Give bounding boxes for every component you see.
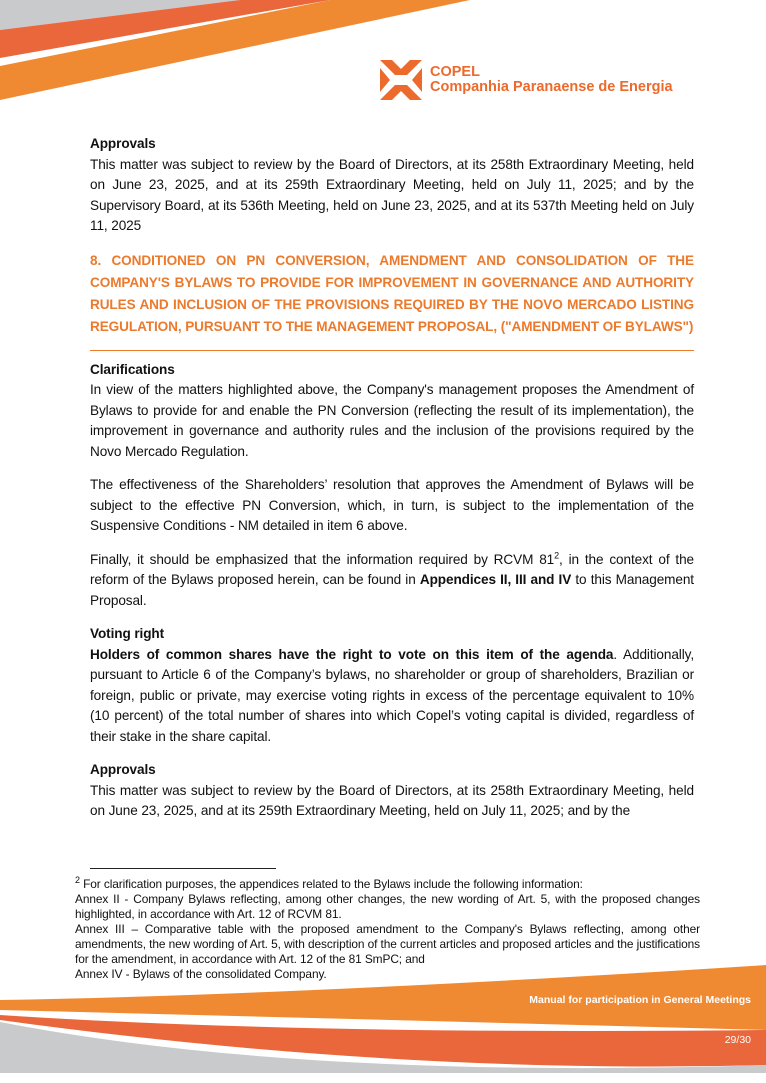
appendices-ref: Appendices II, III and IV xyxy=(419,572,572,587)
section-8-heading: 8. CONDITIONED ON PN CONVERSION, AMENDMENT AND CONSOLIDATION OF THE COMPANY'S BYLAWS TO PROVIDE FOR IMPROVEMENT IN GOVERNANCE AND AUTHORITY RULES AND INCLUSION OF THE PROVISIONS REQUIRED BY THE NOVO MERCADO LISTING REGULATION, PURSUANT TO THE MANAGEMENT PROPOSAL, ("AMENDMENT OF BYLAWS") xyxy=(90,252,694,334)
page-number: 29/30 xyxy=(724,1034,751,1046)
voting-text xyxy=(90,645,694,748)
clarifications-p1: In view of the matters highlighted above, the Company's management proposes the Amendment of Bylaws to provide for and enable the PN Conversion (reflecting the result of its implementation), the improvement in governance and authority rules and the inclusion of the provisions required by the Novo Mercado Regulation. xyxy=(90,382,694,459)
clarifications-title: Clarifications xyxy=(90,361,175,377)
copel-logo xyxy=(380,60,673,100)
voting-rest: . Additionally, pursuant to Article 6 of the Company’s bylaws, no shareholder or group of shareholders, Brazilian or foreign, public or private, may exercise voting rights in excess of the percentage equivalent to 10% (10 percent) of the total number of shares into which Copel’s voting capital is divided, regardless of their stake in the share capital. xyxy=(90,646,695,744)
company-short-name: COPEL xyxy=(430,64,480,80)
approvals2-title: Approvals xyxy=(90,762,156,777)
copel-logo-icon xyxy=(380,60,422,100)
approvals-title: Approvals xyxy=(90,136,156,151)
section-divider xyxy=(90,350,694,351)
footnote-rule xyxy=(90,868,276,869)
footnote-line: Annex IV - Bylaws of the consolidated Company. xyxy=(75,967,327,981)
footnote-line: Annex III – Comparative table with the proposed amendment to the Company's Bylaws reflecting, among other amendments, the new wording of Art. 5, with description of the current articles and proposed articles and the justifications for the amendment, in accordance with Art. 12 of the 81 SmPC; and xyxy=(75,922,700,966)
approvals-text: This matter was subject to review by the Board of Directors, at its 258th Extraordinary Meeting, held on June 23, 2025, and at its 259th Extraordinary Meeting, held on July 11, 2025; and by the Supervisory Board, at its 536th Meeting, held on June 23, 2025, and at its 537th Meeting held on July 11, 2025 xyxy=(90,156,694,233)
page-body xyxy=(75,134,700,982)
footnote xyxy=(75,877,700,982)
footnote-ref: 2 xyxy=(554,549,560,560)
footer-manual-title: Manual for participation in General Meetings xyxy=(529,994,751,1006)
p3-text: to this Management Proposal. xyxy=(90,572,694,608)
voting-bold: Holders of common shares have the right to vote on this item of the agenda xyxy=(90,646,614,662)
approvals2-text: This matter was subject to review by the Board of Directors, at its 258th Extraordinary Meeting, held on June 23, 2025, and at its 259th Extraordinary Meeting, held on July 11, 2025; and by the xyxy=(90,782,694,818)
voting-title: Voting right xyxy=(90,626,165,641)
p3-text: , in the context of the reform of the Bylaws proposed herein, can be found in xyxy=(90,551,695,587)
clarifications-p3 xyxy=(90,550,694,612)
footnote-line: Annex II - Company Bylaws reflecting, among other changes, the new wording of Art. 5, with the proposed changes highlighted, in accordance with Art. 12 of RCVM 81. xyxy=(75,892,700,921)
p3-text: Finally, it should be emphasized that the information required by RCVM 81 xyxy=(90,551,555,567)
clarifications-p2: The effectiveness of the Shareholders’ resolution that approves the Amendment of Bylaws will be subject to the effective PN Conversion, which, in turn, is subject to the implementation of the Suspensive Conditions - NM detailed in item 6 above. xyxy=(90,477,694,533)
footnote-mark: 2 xyxy=(75,875,80,886)
footnote-line: For clarification purposes, the appendices related to the Bylaws include the following information: xyxy=(83,877,583,891)
company-full-name: Companhia Paranaense de Energia xyxy=(430,79,673,95)
